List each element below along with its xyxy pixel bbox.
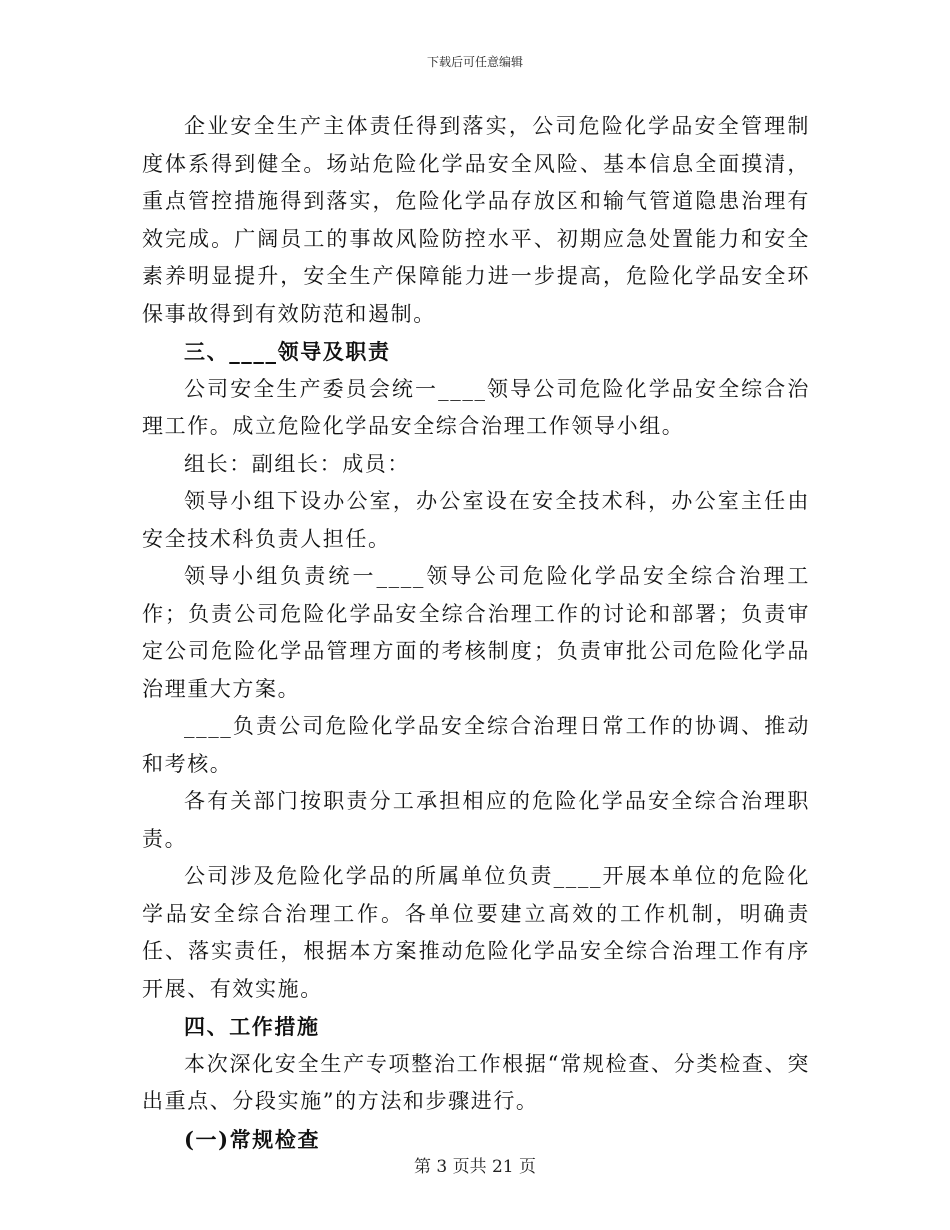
paragraph-goals: 企业安全生产主体责任得到落实，公司危险化学品安全管理制度体系得到健全。场站危险化学品安全风险、基本信息全面摸清，重点管控措施得到落实，危险化学品存放区和输气管道隐患治理有效完成。广阔员工的事故风险防控水平、初期应急处置能力和安全素养明显提升，安全生产保障能力进一步提高，危险化学品安全环保事故得到有效防范和遏制。 (142, 114, 810, 326)
page-number: 第 3 页共 21 页 (413, 1157, 537, 1177)
paragraph-departments: 各有关部门按职责分工承担相应的危险化学品安全综合治理职责。 (142, 789, 810, 851)
paragraph-members: 组长：副组长：成员： (184, 451, 410, 476)
section-heading-leadership: 三、____领导及职责 (184, 339, 391, 364)
paragraph-coordination: ____负责公司危险化学品安全综合治理日常工作的协调、推动和考核。 (142, 714, 810, 776)
paragraph-units: 公司涉及危险化学品的所属单位负责____开展本单位的危险化学品安全综合治理工作。各单位要建立高效的工作机制，明确责任、落实责任，根据本方案推动危险化学品安全综合治理工作有序开展、有效实施。 (142, 864, 810, 1001)
document-body (142, 108, 810, 1158)
page-header-note: 下载后可任意编辑 (426, 55, 523, 69)
paragraph-group-duties: 领导小组负责统一____领导公司危险化学品安全综合治理工作；负责公司危险化学品安全综合治理工作的讨论和部署；负责审定公司危险化学品管理方面的考核制度；负责审批公司危险化学品治理重大方案。 (142, 564, 810, 701)
paragraph-office: 领导小组下设办公室，办公室设在安全技术科，办公室主任由安全技术科负责人担任。 (142, 489, 810, 551)
paragraph-committee: 公司安全生产委员会统一____领导公司危险化学品安全综合治理工作。成立危险化学品安全综合治理工作领导小组。 (142, 376, 810, 438)
section-heading-measures: 四、工作措施 (184, 1014, 320, 1039)
paragraph-method: 本次深化安全生产专项整治工作根据“常规检查、分类检查、突出重点、分段实施”的方法和步骤进行。 (142, 1051, 810, 1113)
subsection-heading-routine-check: (一)常规检查 (184, 1126, 321, 1152)
